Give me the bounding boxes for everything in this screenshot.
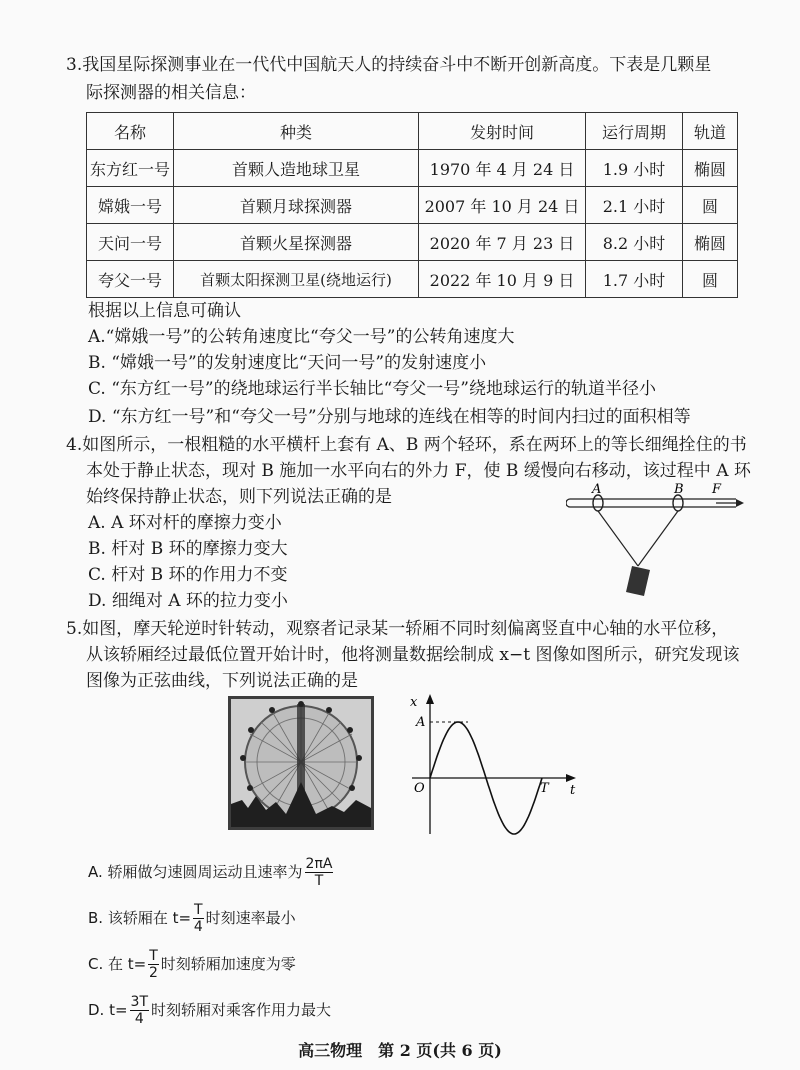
period-label: T [540, 781, 549, 796]
table-header: 种类 [174, 113, 419, 150]
table-header: 运行周期 [586, 113, 683, 150]
table-cell: 8.2 小时 [586, 224, 683, 261]
t-axis-label: t [570, 783, 576, 798]
table-cell: 天问一号 [87, 224, 174, 261]
x-axis-arrow [426, 694, 434, 704]
q3-option-b: B. “嫦娥一号”的发射速度比“天问一号”的发射速度小 [88, 353, 487, 373]
rope-b [638, 511, 678, 566]
q5-line1: 5.如图，摩天轮逆时针转动，观察者记录某一轿厢不同时刻偏离竖直中心轴的水平位移， [66, 619, 729, 639]
table-cell: 圆 [683, 187, 738, 224]
q5-option-b [88, 898, 296, 938]
force-arrow-head [736, 499, 744, 507]
q3-line2: 际探测器的相关信息： [86, 83, 256, 103]
probe-table [86, 112, 738, 298]
table-row [87, 187, 738, 224]
q5-option-b-tail: 时刻速率最小 [205, 909, 296, 927]
q3-option-d: D. “东方红一号”和“夸父一号”分别与地球的连线在相等的时间内扫过的面积相等 [88, 407, 691, 427]
q5-option-c-text: C. 在 t= [88, 955, 147, 973]
table-cell: 2.1 小时 [586, 187, 683, 224]
page-footer: 高三物理 第 2 页(共 6 页) [298, 1041, 502, 1060]
fraction-2pia-over-t [305, 857, 334, 888]
q4-option-d: D. 细绳对 A 环的拉力变小 [88, 591, 288, 611]
q4-option-b: B. 杆对 B 环的摩擦力变大 [88, 539, 288, 559]
table-cell: 嫦娥一号 [87, 187, 174, 224]
q3-stem: 根据以上信息可确认 [88, 301, 241, 321]
rope-a [598, 511, 638, 566]
q3-line1: 3.我国星际探测事业在一代代中国航天人的持续奋斗中不断开创新高度。下表是几颗星 [66, 55, 712, 75]
book-shape [626, 566, 650, 596]
fraction-denominator: T [314, 873, 324, 889]
origin-label: O [414, 781, 425, 796]
table-cell: 圆 [683, 261, 738, 298]
ring-b [673, 495, 683, 511]
table-cell: 2020 年 7 月 23 日 [419, 224, 586, 261]
ferris-wheel-photo [228, 696, 374, 830]
fraction-t-over-4 [193, 903, 204, 934]
table-cell: 首颗人造地球卫星 [174, 150, 419, 187]
table-cell: 夸父一号 [87, 261, 174, 298]
q3-option-c: C. “东方红一号”的绕地球运行半长轴比“夸父一号”绕地球运行的轨道半径小 [88, 379, 656, 399]
fraction-numerator: 2πA [305, 856, 333, 872]
q4-option-c: C. 杆对 B 环的作用力不变 [88, 565, 288, 585]
fraction-numerator: T [149, 948, 158, 964]
xt-graph [402, 692, 582, 838]
table-header: 发射时间 [419, 113, 586, 150]
label-a: A [592, 482, 602, 497]
table-cell: 首颗太阳探测卫星(绕地运行) [174, 261, 419, 298]
table-cell: 1970 年 4 月 24 日 [419, 150, 586, 187]
q3-option-a: A.“嫦娥一号”的公转角速度比“夸父一号”的公转角速度大 [88, 327, 515, 347]
rings-book-figure [566, 480, 746, 608]
fraction-t-over-2 [148, 949, 159, 980]
table-header-row [87, 113, 738, 150]
table-header: 名称 [87, 113, 174, 150]
q4-line1: 4.如图所示，一根粗糙的水平横杆上套有 A、B 两个轻环，系在两环上的等长细绳拴住的书 [66, 435, 747, 455]
fraction-numerator: 3T [130, 994, 149, 1010]
ring-a [593, 495, 603, 511]
t-axis-arrow [566, 774, 576, 782]
table-row [87, 261, 738, 298]
q5-line3: 图像为正弦曲线，下列说法正确的是 [86, 671, 358, 691]
table-row [87, 150, 738, 187]
table-cell: 2022 年 10 月 9 日 [419, 261, 586, 298]
table-cell: 椭圆 [683, 224, 738, 261]
q4-line3: 始终保持静止状态，则下列说法正确的是 [86, 487, 392, 507]
q5-option-c [88, 944, 296, 984]
fraction-3t-over-4 [130, 995, 149, 1026]
fraction-denominator: 4 [193, 919, 203, 935]
table-cell: 首颗月球探测器 [174, 187, 419, 224]
fraction-denominator: 2 [149, 965, 158, 981]
table-cell: 首颗火星探测器 [174, 224, 419, 261]
q4-line2: 本处于静止状态，现对 B 施加一水平向右的外力 F，使 B 缓慢向右移动，该过程中 A 环 [86, 461, 751, 481]
q5-option-a-text: A. 轿厢做匀速圆周运动且速率为 [88, 863, 303, 881]
amplitude-label: A [416, 715, 426, 730]
label-b: B [674, 482, 684, 497]
table-header: 轨道 [683, 113, 738, 150]
q5-option-a [88, 852, 335, 892]
fraction-numerator: T [194, 902, 203, 918]
q5-option-d-text: D. t= [88, 1001, 128, 1019]
table-cell: 东方红一号 [87, 150, 174, 187]
q5-option-b-text: B. 该轿厢在 t= [88, 909, 192, 927]
x-axis-label: x [410, 695, 418, 710]
fraction-denominator: 4 [134, 1011, 144, 1027]
table-cell: 2007 年 10 月 24 日 [419, 187, 586, 224]
table-cell: 1.9 小时 [586, 150, 683, 187]
table-cell: 1.7 小时 [586, 261, 683, 298]
table-cell: 椭圆 [683, 150, 738, 187]
label-f: F [712, 482, 722, 497]
rod-end [566, 499, 570, 507]
q4-option-a: A. A 环对杆的摩擦力变小 [88, 513, 282, 533]
q5-option-c-tail: 时刻轿厢加速度为零 [160, 955, 296, 973]
q5-option-d-tail: 时刻轿厢对乘客作用力最大 [151, 1001, 332, 1019]
q5-line2: 从该轿厢经过最低位置开始计时，他将测量数据绘制成 x−t 图像如图所示，研究发现该 [86, 645, 740, 665]
table-row [87, 224, 738, 261]
q5-option-d [88, 990, 331, 1030]
